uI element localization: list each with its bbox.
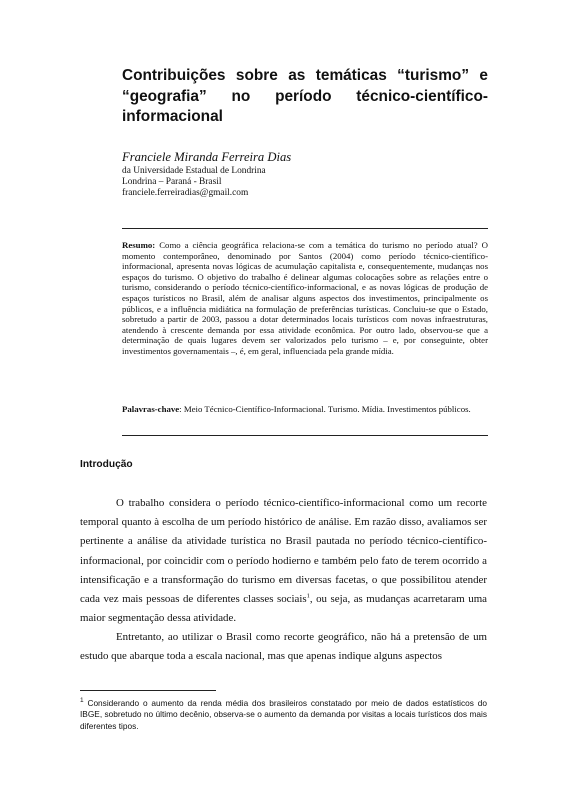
paragraph-1-text: O trabalho considera o período técnico-científico-informacional como um recorte temporal quanto à escolha de um período histórico de análise. Em razão disso, avaliamos ser pertinente a análise da atividade turística no Brasil pautada no período técnico-científico-informacional, por coincidir com o período hodierno e também pelo fato de terem ocorrido a intensificação e a transformação do turismo em diversas facetas, o que possibilitou atender cada vez mais pessoas de diferentes classes sociais xyxy=(80,497,487,606)
abstract xyxy=(122,240,488,357)
abstract-label: Resumo: xyxy=(122,240,156,250)
author-affiliation: da Universidade Estadual de Londrina xyxy=(122,166,266,176)
author-name: Franciele Miranda Ferreira Dias xyxy=(122,150,292,164)
footnote-rule xyxy=(80,690,216,691)
footnote-reference[interactable]: 1 xyxy=(306,592,310,600)
section-heading: Introdução xyxy=(80,459,133,470)
abstract-top-rule xyxy=(122,228,488,229)
body-paragraph-1 xyxy=(80,494,487,628)
author-email: franciele.ferreiradias@gmail.com xyxy=(122,188,249,199)
keywords-label: Palavras-chave xyxy=(122,404,180,414)
footnote-mark: 1 xyxy=(80,697,84,705)
paragraph-1-text-continued: , ou seja, as mudanças acarretaram uma maior segmentação dessa atividade. xyxy=(80,593,487,625)
keywords xyxy=(122,404,488,415)
abstract-bottom-rule xyxy=(122,435,488,436)
abstract-text: Como a ciência geográfica relaciona-se com a temática do turismo no período atual? O momento contemporâneo, denominado por Santos (2004) como período técnico-científico-informacional, apresenta novas lógicas de acumulação capitalista e, consequentemente, mudanças nos espaços do turismo. O objetivo do trabalho é delinear algumas colocações sobre as relações entre o turismo, considerando o período técnico-científico-informacional, e as novas lógicas de produção de espaços turísticos no Brasil, além de analisar alguns aspectos dos investimentos, principalmente os públicos, e a influência midiática na formulação de preferências turísticas. Concluiu-se que o Estado, sobretudo a partir de 2003, passou a dotar determinados locais turísticos com novas infraestruturas, atendendo à crescente demanda por essa atividade econômica. Por outro lado, observou-se que a determinação de quais lugares devem ser valorizados pelo turismo – e, por conseguinte, obter investimentos governamentais –, é, em geral, influenciada pela grande mídia. xyxy=(122,240,488,356)
body-paragraph-2: Entretanto, ao utilizar o Brasil como recorte geográfico, não há a pretensão de um estudo que abarque toda a escala nacional, mas que apenas indique alguns aspectos xyxy=(80,631,487,663)
keywords-text: : Meio Técnico-Científico-Informacional. Turismo. Mídia. Investimentos públicos. xyxy=(179,404,471,414)
author-location: Londrina – Paraná - Brasil xyxy=(122,177,222,188)
author-affiliation-block xyxy=(122,166,266,200)
footnote-text: Considerando o aumento da renda média dos brasileiros constatado por meio de dados estatísticos do IBGE, sobretudo no último decênio, observa-se o aumento da demanda por visitas a locais turísticos dos mais diferentes tipos. xyxy=(80,698,487,731)
paper-title: Contribuições sobre as temáticas “turismo” e “geografia” no período técnico-científico-informacional xyxy=(122,67,488,125)
footnote xyxy=(80,698,487,732)
